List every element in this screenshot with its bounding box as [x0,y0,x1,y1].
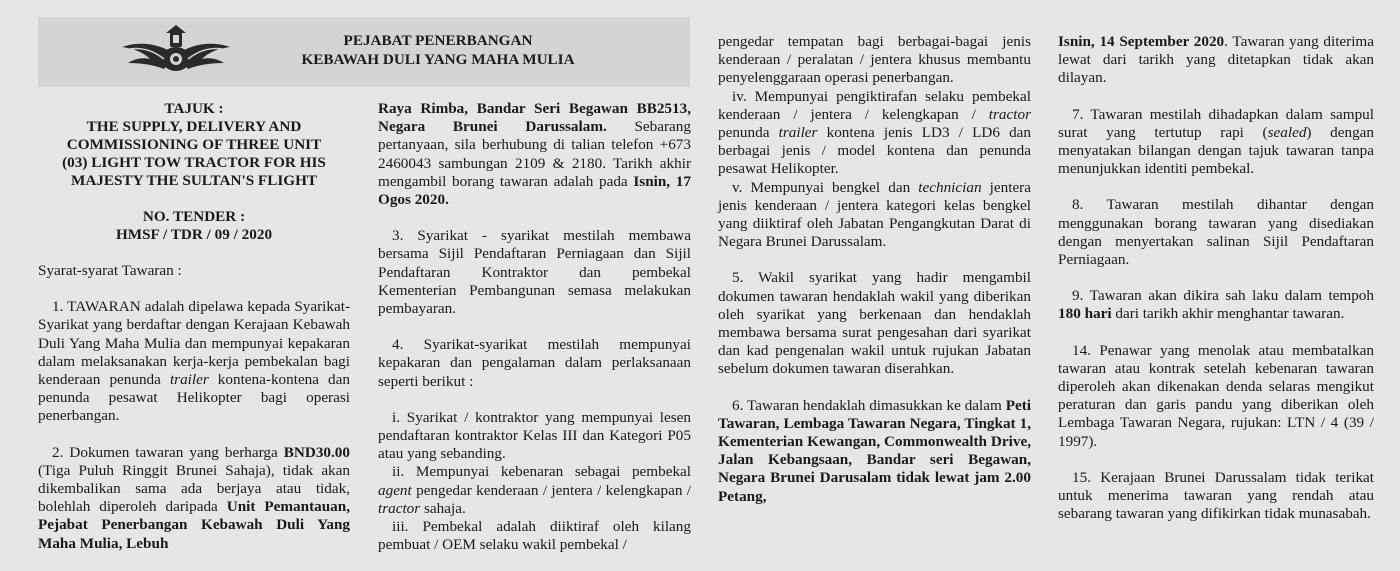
office-line-1: PEJABAT PENERBANGAN [343,32,533,49]
collection-deadline: Isnin, 17 Ogos 2020. [378,172,691,209]
title-line-4: MAJESTY THE SULTAN'S FLIGHT [70,172,318,189]
royal-crest-wings-icon [120,25,232,77]
item-v: v. Mempunyai bengkel dan technician jentera jenis kenderaan / jentera kategori kelas bengkel yang diiktiraf oleh Jabatan Pengangkutan Darat di Negara Brunei Darussalam. [718,178,1031,251]
item-i: i. Syarikat / kontraktor yang mempunyai lesen pendaftaran kontraktor Kelas III dan Kategori P05 atau yang sebanding. [378,408,691,463]
paragraph-8: 8. Tawaran mestilah dihantar dengan menggunakan borang tawaran yang disediakan dengan menyertakan salinan Sijil Pendaftaran Perniagaan. [1058,196,1374,269]
tender-number: HMSF / TDR / 09 / 2020 [115,226,273,243]
column-4 [1058,33,1374,541]
collection-address-part-1: Unit Pemantauan, Pejabat Penerbangan Kebawah Duli Yang Maha Mulia, Lebuh [38,498,351,552]
document-price: BND30.00 [283,443,350,461]
paragraph-6-start: 6. Tawaran hendaklah dimasukkan ke dalam Peti Tawaran, Lembaga Tawaran Negara, Tingkat 1, Kementerian Kewangan, Commonwealth Drive, Jalan Kebangsaan, Bandar seri Begawan, Negara Brunei Darusalam tidak lewat jam 2.00 Petang, [718,396,1031,505]
item-iv: iv. Mempunyai pengiktirafan selaku pembekal kenderaan / jentera / kelengkapan / tractor penunda trailer kontena jenis LD3 / LD6 dan berbagai jenis / model kontena dan penunda pesawat Helikopter. [718,87,1032,178]
title-line-2: COMMISSIONING OF THREE UNIT [66,136,322,153]
title-line-1: THE SUPPLY, DELIVERY AND [86,118,302,135]
collection-address-part-2: Raya Rimba, Bandar Seri Begawan BB2513, Negara Brunei Darussalam. [378,100,691,136]
paragraph-3: 3. Syarikat - syarikat mestilah membawa bersama Sijil Pendaftaran Perniagaan dan Sijil Pendaftaran Kontraktor dan pembekal Kementerian Pembangunan semasa melakukan pembayaran. [378,227,691,318]
office-name [228,31,648,69]
title-line-3: (03) LIGHT TOW TRACTOR FOR HIS [62,154,326,171]
paragraph-1: 1. TAWARAN adalah dipelawa kepada Syarikat-Syarikat yang berdaftar dengan Kerajaan Kebawah Duli Yang Maha Mulia dan mempunyai kepakaran dalam melaksanakan kerja-kerja pembekalan bagi kenderaan penunda trailer kontena-kontena dan penunda pesawat Helikopter bagi operasi penerbangan. [38,298,350,425]
tender-title [38,100,350,244]
submission-location: Peti Tawaran, Lembaga Tawaran Negara, Tingkat 1, Kementerian Kewangan, Commonwealth Drive, Jalan Kebangsaan, Bandar seri Begawan, Negara Brunei Darusalam tidak lewat jam 2.00 Petang, [718,396,1031,505]
paragraph-9: 9. Tawaran akan dikira sah laku dalam tempoh 180 hari dari tarikh akhir menghantar tawaran. [1058,287,1374,323]
paragraph-14: 14. Penawar yang menolak atau membatalkan tawaran atau kontrak setelah kebenaran tawaran diperoleh akan dikenakan denda selaras mengikut peraturan dan garis pandu yang diberikan oleh Lembaga Tawaran Negara, rujukan: LTN / 4 (39 / 1997). [1058,341,1374,450]
tajuk-label: TAJUK : [164,100,224,117]
column-3 [718,33,1031,506]
syarat-heading: Syarat-syarat Tawaran : [38,262,182,279]
paragraph-2-start: 2. Dokumen tawaran yang berharga BND30.00 (Tiga Puluh Ringgit Brunei Sahaja), tidak akan dikembalikan sama ada berjaya atau tidak, bolehlah diperoleh daripada Unit Pemantauan, Pejabat Penerbangan Kebawah Duli Yang Maha Mulia, Lebuh [38,443,351,552]
column-2 [378,100,691,554]
submission-deadline: Isnin, 14 September 2020 [1058,33,1225,50]
item-iii-continued: pengedar tempatan bagi berbagai-bagai jenis kenderaan / peralatan / jentera khusus membantu penyelenggaraan operasi penerbangan. [718,33,1031,87]
tender-number-label: NO. TENDER : [142,208,246,225]
validity-period: 180 hari [1058,305,1112,323]
item-iii-start: iii. Pembekal adalah diiktiraf oleh kilang pembuat / OEM selaku wakil pembekal / [378,518,691,554]
paragraph-15: 15. Kerajaan Brunei Darussalam tidak terikat untuk menerima tawaran yang rendah atau sebarang tawaran yang difikirkan tidak munasabah. [1058,468,1374,523]
paragraph-5: 5. Wakil syarikat yang hadir mengambil dokumen tawaran hendaklah wakil yang diberikan oleh syarikat yang berkenaan dan hendaklah membawa bersama surat pengesahan dari syarikat dan kad pengenalan wakil untuk rujukan Jabatan sebelum dokumen tawaran diserahkan. [718,269,1031,378]
office-line-2: KEBAWAH DULI YANG MAHA MULIA [301,51,575,68]
column-1-body [38,100,350,553]
paragraph-7: 7. Tawaran mestilah dihadapkan dalam sampul surat yang tertutup rapi (sealed) dengan menyatakan bilangan dengan tajuk tawaran tanpa menunjukkan identiti pembekal. [1058,105,1374,178]
item-ii: ii. Mempunyai kebenaran sebagai pembekal agent pengedar kenderaan / jentera / kelengkapan / tractor sahaja. [378,463,691,517]
office-header [38,17,690,87]
paragraph-2-continued: Raya Rimba, Bandar Seri Begawan BB2513, Negara Brunei Darussalam. Sebarang pertanyaan, sila berhubung di talian telefon +673 2460043 sambungan 2109 & 2180. Tarikh akhir mengambil borang tawaran adalah pada Isnin, 17 Ogos 2020. [378,100,691,209]
paragraph-4: 4. Syarikat-syarikat mestilah mempunyai kepakaran dan pengalaman dalam perlaksanaan seperti berikut : [378,336,691,390]
paragraph-6-continued: Isnin, 14 September 2020. Tawaran yang diterima lewat dari tarikh yang ditetapkan tidak akan dilayan. [1058,33,1374,87]
